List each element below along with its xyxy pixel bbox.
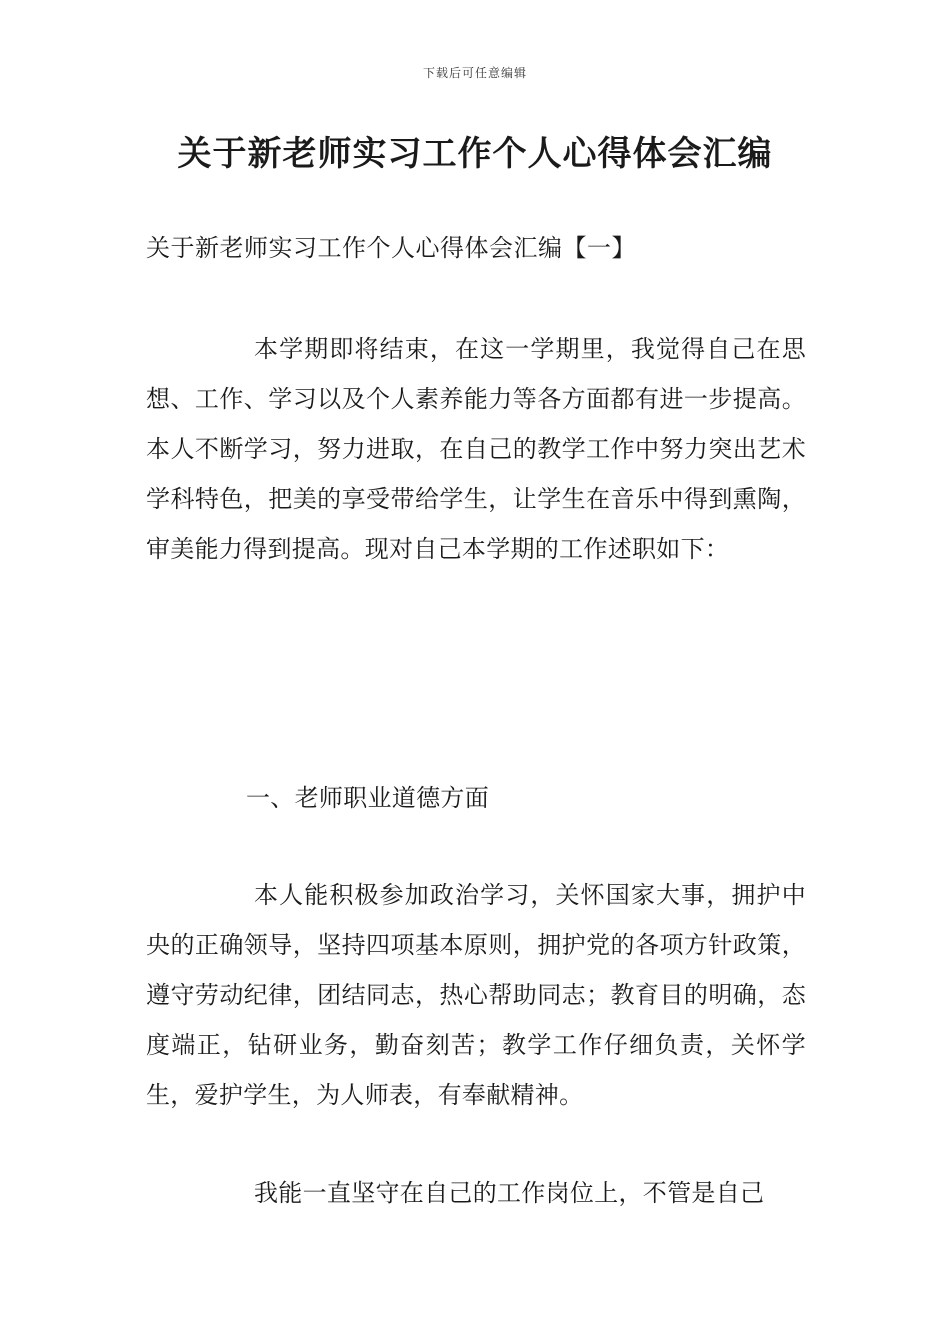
paragraph-intro: 本学期即将结束，在这一学期里，我觉得自己在思想、工作、学习以及个人素养能力等各方面都有进一步提高。本人不断学习，努力进取，在自己的教学工作中努力突出艺术学科特色，把美的享受带给学生，让学生在音乐中得到熏陶，审美能力得到提高。现对自己本学期的工作述职如下：: [146, 335, 806, 563]
section-heading-ethics: 一、老师职业道德方面: [246, 784, 489, 812]
paragraph-ethics: 本人能积极参加政治学习，关怀国家大事，拥护中央的正确领导，坚持四项基本原则，拥护党的各项方针政策，遵守劳动纪律，团结同志，热心帮助同志；教育目的明确，态度端正，钻研业务，勤奋刻苦；教学工作仔细负责，关怀学生，爱护学生，为人师表，有奉献精神。: [146, 881, 806, 1109]
header-note: 下载后可任意编辑: [422, 66, 527, 80]
paragraph-continued: 我能一直坚守在自己的工作岗位上，不管是自己: [254, 1179, 765, 1207]
document-title: 关于新老师实习工作个人心得体会汇编: [177, 134, 773, 174]
document-subtitle: 关于新老师实习工作个人心得体会汇编【一】: [146, 234, 636, 262]
